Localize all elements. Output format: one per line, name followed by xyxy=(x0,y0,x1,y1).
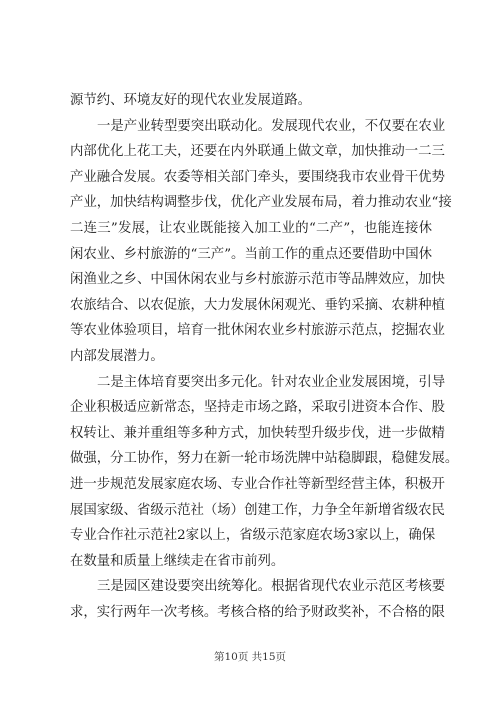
paragraph-para-subject-cultivation xyxy=(70,370,459,575)
text-line: 闲农业、乡村旅游的“三产”。当前工作的重点还要借助中国休 xyxy=(70,246,432,262)
paragraph-para-continuation xyxy=(70,88,432,114)
text-line: 一是产业转型要突出联动化。发展现代农业，不仅要在农业 xyxy=(97,118,446,134)
paragraph-para-park-construction xyxy=(70,574,446,625)
text-line: 二连三”发展，让农业既能接入加工业的“二产”，也能连接休 xyxy=(70,220,432,236)
text-line: 三是园区建设要突出统筹化。根据省现代农业示范区考核要 xyxy=(97,579,446,595)
text-line: 农旅结合、以农促旅，大力发展休闲观光、垂钓采摘、农耕种植 xyxy=(70,297,445,313)
text-line: 做强，分工协作，努力在新一轮市场洗牌中站稳脚跟，稳健发展。 xyxy=(70,451,459,467)
page-footer: 第10页 共15页 xyxy=(213,651,287,663)
text-line: 专业合作社示范社2家以上，省级示范家庭农场3家以上，确保 xyxy=(70,528,436,544)
text-line: 等农业体验项目，培育一批休闲农业乡村旅游示范点，挖掘农业 xyxy=(70,323,445,339)
text-line: 产业，加快结构调整步伐，优化产业发展布局，着力推动农业“接 xyxy=(70,195,452,211)
text-line: 进一步规范发展家庭农场、专业合作社等新型经营主体，积极开 xyxy=(70,476,445,492)
text-line: 产业融合发展。农委等相关部门牵头，要围绕我市农业骨干优势 xyxy=(70,169,445,185)
text-line: 权转让、兼并重组等多种方式，加快转型升级步伐，进一步做精 xyxy=(70,425,445,441)
text-line: 内部发展潜力。 xyxy=(70,348,164,364)
text-line: 求，实行两年一次考核。考核合格的给予财政奖补，不合格的限 xyxy=(70,604,445,620)
paragraph-para-industry-transformation xyxy=(70,114,452,370)
text-line: 企业积极适应新常态，坚持走市场之路，采取引进资本合作、股 xyxy=(70,400,445,416)
document-body xyxy=(70,88,459,625)
text-line: 在数量和质量上继续走在省市前列。 xyxy=(70,553,285,569)
text-line: 展国家级、省级示范社（场）创建工作，力争全年新增省级农民 xyxy=(70,502,445,518)
text-line: 内部优化上花工夫，还要在内外联通上做文章，加快推动一二三 xyxy=(70,144,445,160)
text-line: 二是主体培育要突出多元化。针对农业企业发展困境，引导 xyxy=(97,374,446,390)
text-line: 源节约、环境友好的现代农业发展道路。 xyxy=(70,93,312,108)
text-line: 闲渔业之乡、中国休闲农业与乡村旅游示范市等品牌效应，加快 xyxy=(70,272,445,288)
